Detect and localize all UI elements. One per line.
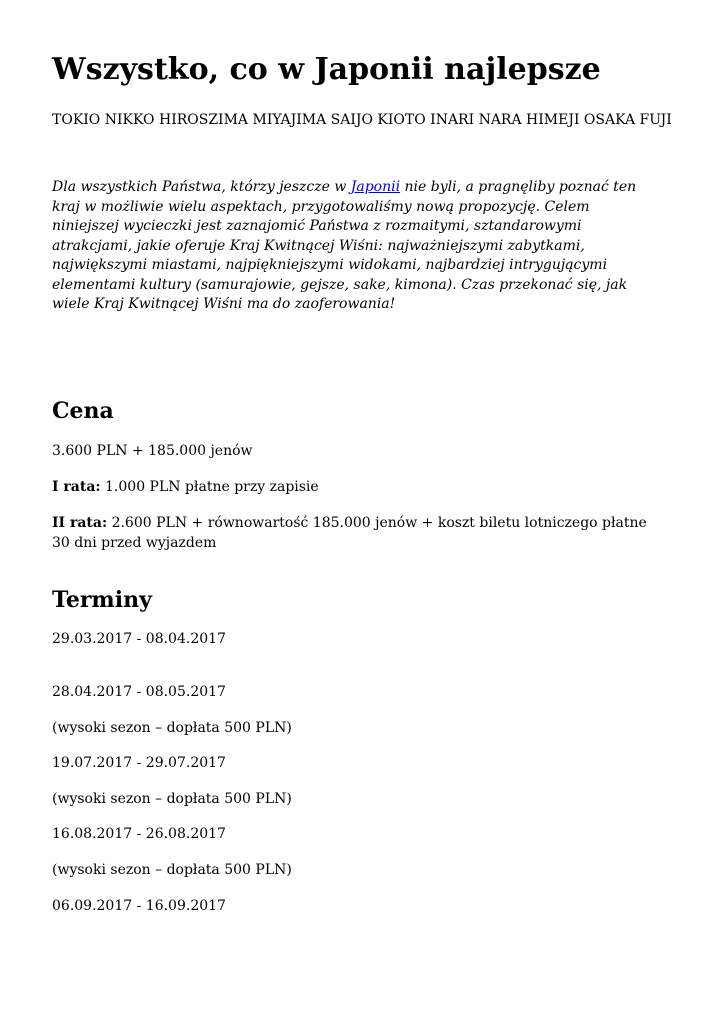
term-note: (wysoki sezon – dopłata 500 PLN) [52,862,292,878]
intro-paragraph [52,178,657,315]
intro-text-start: Dla wszystkich Państwa, którzy jeszcze w [52,179,351,195]
term-line: 16.08.2017 - 26.08.2017 [52,826,226,842]
term-line: 19.07.2017 - 29.07.2017 [52,755,226,771]
price-heading: Cena [52,398,114,424]
terms-heading: Terminy [52,587,152,613]
page-title: Wszystko, co w Japonii najlepsze [52,52,601,87]
term-note: (wysoki sezon – dopłata 500 PLN) [52,720,292,736]
term-line: 06.09.2017 - 16.09.2017 [52,898,226,914]
installment-1 [52,477,667,497]
japan-link[interactable]: Japonii [350,179,401,195]
intro-text-rest: nie byli, a pragnęliby poznać ten kraj w możliwie wielu aspektach, przygotowaliśmy nową propozycję. Celem niniejszej wycieczki jest zaznajomić Państwa z rozmaitymi, sztandarowymi atrakcjami, jakie oferuje Kraj Kwitnącej Wiśni: najważniejszymi zabytkami, największymi miastami, najpiękniejszymi widokami, najbardziej intrygującymi elementami kultury (samurajowie, gejsze, sake, kimona). Czas przekonać się, jak wiele Kraj Kwitnącej Wiśni ma do zaoferowania! [52,179,637,312]
cities-list: TOKIO NIKKO HIROSZIMA MIYAJIMA SAIJO KIOTO INARI NARA HIMEJI OSAKA FUJI [52,112,672,128]
installment-2 [52,513,667,553]
installment-2-label: II rata: [52,515,108,531]
installment-1-text: 1.000 PLN płatne przy zapisie [100,479,319,495]
term-line: 28.04.2017 - 08.05.2017 [52,684,226,700]
term-note: (wysoki sezon – dopłata 500 PLN) [52,791,292,807]
term-line: 29.03.2017 - 08.04.2017 [52,631,226,647]
price-main: 3.600 PLN + 185.000 jenów [52,443,253,459]
installment-1-label: I rata: [52,479,101,495]
installment-2-text: 2.600 PLN + równowartość 185.000 jenów + koszt biletu lotniczego płatne 30 dni przed wyjazdem [52,515,647,551]
